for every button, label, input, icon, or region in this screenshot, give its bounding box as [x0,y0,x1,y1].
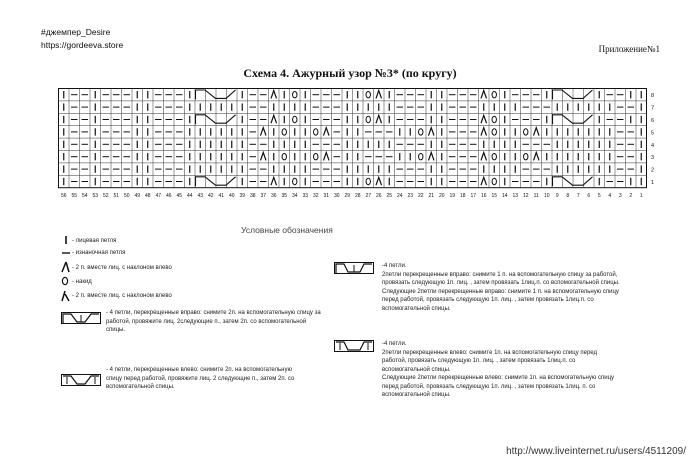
column-number: 19 [449,193,456,200]
column-number: 41 [218,193,225,200]
column-number: 55 [71,193,78,200]
column-number: 18 [459,193,466,200]
column-number: 45 [176,193,183,200]
row-number: 2 [651,167,655,174]
column-number: 7 [576,193,580,200]
column-number: 54 [81,193,88,200]
row-number: 3 [651,155,655,162]
column-number: 20 [438,193,445,200]
column-number: 1 [639,193,643,200]
row-number: 6 [651,118,655,124]
column-number: 30 [333,193,340,200]
legend-k2tog-left-2: - 2 п. вместе лиц. с наклоном влево [72,293,172,299]
k2tog-left-2-icon [60,290,70,302]
column-number: 13 [512,193,519,200]
column-number: 16 [480,193,487,200]
page-title: Схема 4. Ажурный узор №3* (по кругу) [243,66,457,80]
legend-cable-left-2-a: -4 петли. [382,341,407,347]
column-number: 5 [597,193,601,200]
column-number: 42 [207,193,214,200]
column-number: 51 [113,193,120,200]
column-number: 49 [134,193,141,200]
legend-purl: - изнаночная петля [72,250,126,256]
column-number: 17 [470,193,477,200]
column-number: 44 [186,193,193,200]
column-number: 34 [291,193,298,200]
column-number: 6 [587,193,591,200]
column-number: 43 [197,193,204,200]
column-number: 38 [249,193,256,200]
legend-yo: - накид [72,279,92,285]
column-number: 15 [491,193,498,200]
legend-cable-left-2-b: 2петли перекрещенные влево: снимите 1п. на вспомогательную спицу перед работой, провязать следующую 1п. лиц. , затем провязать 1лиц.п. со вспомогательной спицы. [382,349,597,373]
column-number: 50 [123,193,130,200]
row-number: 5 [651,130,655,137]
row-number: 4 [651,142,655,149]
legend-cable-right-2 [382,262,622,313]
column-number: 4 [608,193,612,200]
column-number: 52 [102,193,109,200]
column-number: 27 [365,193,372,200]
cable-left-2-icon [334,340,374,352]
column-number: 35 [281,193,288,200]
hashtag: #джемпер_Desire [41,27,111,37]
column-number: 8 [566,193,570,200]
cable-left-icon [61,374,101,386]
knit-symbol-icon [62,235,70,245]
column-number: 31 [323,193,330,200]
legend-cable-right-2-a: -4 петли. [382,263,407,269]
row-number: 8 [651,93,655,100]
legend-cable-right: - 4 петли, перекрещенные вправо: снимите 2п. на вспомогательную спицу за работой, провяжите лиц. 2следующие п., затем 2п. со вспомогательной спицы. [106,310,321,333]
column-number: 26 [375,193,382,200]
k2tog-left-icon [60,261,70,273]
column-number: 14 [501,193,508,200]
watermark-url: http://www.liveinternet.ru/users/4511209/ [506,446,686,457]
column-number: 25 [386,193,393,200]
legend-k2tog-left: - 2 п. вместе лиц. с наклоном влево [72,265,172,271]
column-number: 24 [396,193,403,200]
column-number: 56 [60,193,67,200]
legend-cable-left-2 [382,340,622,400]
column-number: 10 [543,193,550,200]
row-number: 7 [651,105,655,112]
yarn-over-icon [61,276,69,286]
column-number: 39 [239,193,246,200]
column-number: 40 [228,193,235,200]
column-number: 46 [165,193,172,200]
column-number: 36 [270,193,277,200]
column-number: 23 [407,193,414,200]
column-number: 32 [312,193,319,200]
column-number: 3 [618,193,622,200]
column-number: 12 [522,193,529,200]
column-number: 22 [417,193,424,200]
legend-cable-left: - 4 петли, перекрещенные влево: снимите 2п. на вспомогательную спицу перед работой, провяжите лиц. 2 следующие п., затем 2п. со вспомогательной спицы. [106,367,295,390]
column-number: 2 [629,193,633,200]
legend-cable-right-2-b: 2петли перекрещенные вправо: снимите 1 п. на вспомогательную спицу за работой, провязать следующую 1п. лиц. , затем провязать 1лиц.п. со вспомогательной спицы. [382,271,620,286]
column-number: 33 [302,193,309,200]
legend-knit: - лицевая петля [72,238,117,244]
legend-cable-right-2-c: Следующие 2петли перекрещенные вправо: снимите 1 п. на вспомогательную спицу перед работой, провязать следующую 1п. лиц. , затем провязать 1лиц.п. со вспомогательной спицы. [382,288,619,312]
knitting-chart [58,88,670,210]
column-number: 21 [428,193,435,200]
appendix-label: Приложение№1 [598,44,660,54]
site-url[interactable]: https://gordeeva.store [41,40,124,50]
row-number: 1 [651,180,655,186]
column-number: 48 [144,193,151,200]
cable-right-icon [61,312,101,324]
column-number: 53 [92,193,99,200]
legend-cable-left-2-c: Следующие 2петли перекрещенные влево: снимите 1п. на вспомогательную спицу перед работой, провязать следующую 1п. лиц. , затем провязать 1лиц. п. со вспомогательной спицы. [382,375,615,398]
column-number: 37 [260,193,267,200]
legend-title: Условные обозначения [241,225,333,235]
purl-symbol-icon [61,250,71,256]
column-number: 11 [533,193,539,200]
column-number: 9 [555,193,559,200]
column-number: 29 [344,193,351,200]
column-number: 47 [155,193,162,200]
cable-right-2-icon [334,262,374,274]
column-number: 28 [354,193,361,200]
